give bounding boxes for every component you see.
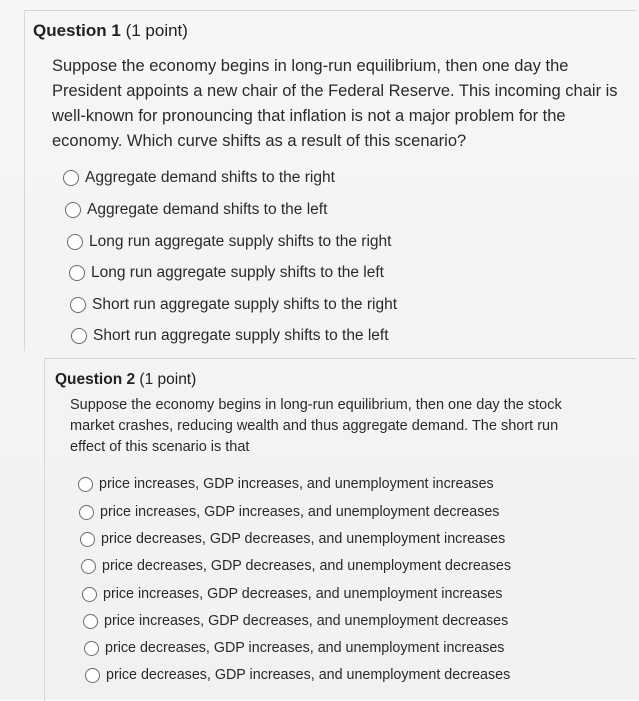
radio-button-icon[interactable]	[85, 668, 100, 683]
q1-option-3-label: Long run aggregate supply shifts to the right	[89, 233, 392, 250]
q2-option-6[interactable]	[83, 613, 508, 629]
q2-option-7-label: price decreases, GDP increases, and unemployment increases	[105, 640, 505, 656]
radio-button-icon[interactable]	[69, 265, 85, 281]
radio-button-icon[interactable]	[79, 505, 94, 520]
radio-button-icon[interactable]	[65, 202, 81, 218]
q1-option-1-label: Aggregate demand shifts to the right	[85, 169, 335, 186]
q1-option-5[interactable]	[70, 296, 397, 314]
q2-option-4[interactable]	[81, 558, 511, 574]
q2-option-1-label: price increases, GDP increases, and unemployment increases	[99, 476, 494, 492]
radio-button-icon[interactable]	[78, 477, 93, 492]
radio-button-icon[interactable]	[83, 614, 98, 629]
radio-button-icon[interactable]	[67, 234, 83, 250]
question-1-prompt: Suppose the economy begins in long-run equilibrium, then one day the President appoints a new chair of the Federal Reserve. This incoming chair is well-known for pronouncing that inflation is not a major problem for the economy. Which curve shifts as a result of this scenario?	[52, 57, 618, 150]
q1-option-6[interactable]	[71, 327, 389, 345]
q2-option-8[interactable]	[85, 667, 510, 683]
question-1-points: (1 point)	[120, 21, 188, 40]
q2-option-8-label: price decreases, GDP increases, and unemployment decreases	[106, 667, 511, 683]
q2-option-1[interactable]	[78, 476, 494, 492]
q1-option-4-label: Long run aggregate supply shifts to the left	[91, 264, 384, 281]
q1-option-6-label: Short run aggregate supply shifts to the left	[93, 327, 389, 344]
q2-option-5-label: price increases, GDP decreases, and unemployment increases	[103, 586, 503, 602]
q1-option-2[interactable]	[65, 201, 327, 219]
q2-option-3[interactable]	[80, 531, 505, 547]
radio-button-icon[interactable]	[84, 641, 99, 656]
radio-button-icon[interactable]	[80, 532, 95, 547]
q2-option-3-label: price decreases, GDP decreases, and unemployment increases	[101, 531, 506, 547]
question-2-heading	[55, 371, 196, 389]
q1-option-4[interactable]	[69, 264, 384, 282]
q1-option-1[interactable]	[63, 169, 335, 187]
question-2-number: Question 2	[55, 371, 136, 388]
radio-button-icon[interactable]	[63, 170, 79, 186]
q2-option-5[interactable]	[82, 586, 502, 602]
q1-option-5-label: Short run aggregate supply shifts to the right	[92, 296, 398, 313]
question-1-number: Question 1	[33, 21, 121, 40]
q1-option-3[interactable]	[67, 233, 391, 251]
question-2-points: (1 point)	[135, 371, 197, 388]
question-2-card	[44, 358, 636, 701]
q2-option-2[interactable]	[79, 504, 499, 520]
q2-option-6-label: price increases, GDP decreases, and unemployment decreases	[104, 613, 509, 629]
question-2-prompt: Suppose the economy begins in long-run equilibrium, then one day the stock market crashes, reducing wealth and thus aggregate demand. The short run effect of this scenario is that	[70, 397, 562, 455]
question-1-card	[24, 10, 636, 351]
question-1-heading	[33, 21, 188, 41]
radio-button-icon[interactable]	[71, 328, 87, 344]
q2-option-4-label: price decreases, GDP decreases, and unemployment decreases	[102, 558, 512, 574]
q2-option-7[interactable]	[84, 640, 504, 656]
radio-button-icon[interactable]	[82, 587, 97, 602]
q2-option-2-label: price increases, GDP increases, and unemployment decreases	[100, 504, 500, 520]
radio-button-icon[interactable]	[70, 297, 86, 313]
radio-button-icon[interactable]	[81, 559, 96, 574]
q1-option-2-label: Aggregate demand shifts to the left	[87, 201, 328, 218]
